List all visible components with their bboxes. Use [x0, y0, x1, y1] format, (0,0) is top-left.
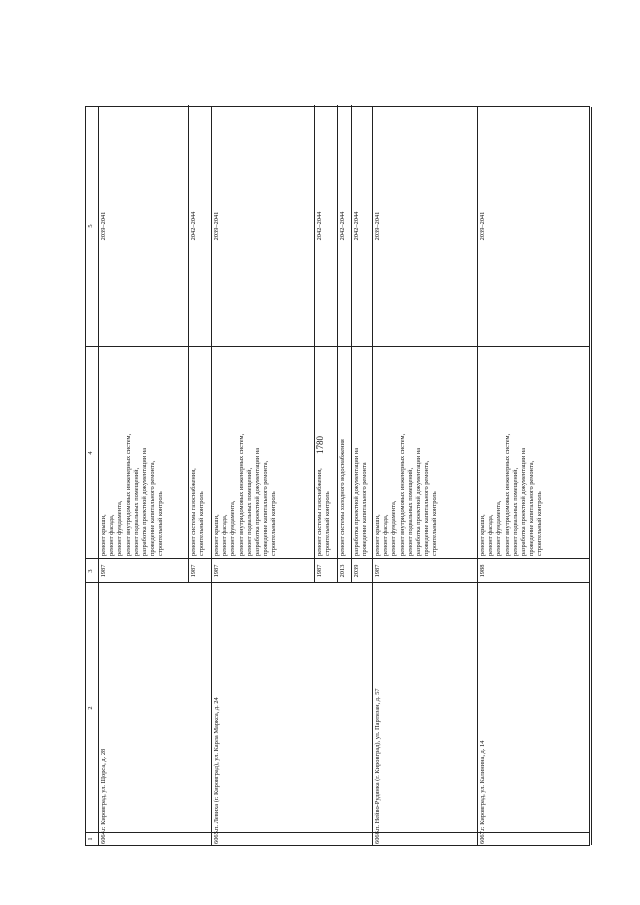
works-cell: ремонт крыши, ремонт фасада, ремонт фундамента, ремонт внутридомовых инженерных систем, ремонт подвальных помещений, разработка проектной документации на проведение капитального ремонта, строительный контроль [213, 433, 278, 556]
year-cell: 1988 [479, 564, 486, 578]
period-cell: 2039–2041 [479, 211, 486, 241]
year-cell: 2039 [353, 564, 360, 578]
header-col-5: 5 [87, 224, 94, 228]
year-cell: 1987 [316, 564, 323, 578]
header-col-3: 3 [87, 569, 94, 573]
sub-row-divider [351, 105, 352, 583]
sub-row-divider [314, 105, 315, 583]
works-cell: разработка проектной документации на проведение капитального ремонта [353, 447, 369, 556]
year-cell: 2013 [339, 564, 346, 578]
address-cell: п. Нейво-Рудянка (г. Кировград), ул. Партизан, д. 57 [374, 688, 381, 830]
row-number: 6065. [213, 829, 220, 844]
table-row [98, 107, 212, 845]
period-cell: 2039–2041 [213, 211, 220, 241]
address-cell: г. Кировград, ул. Калинина, д. 14 [479, 740, 486, 830]
works-cell: ремонт крыши, ремонт фасада, ремонт фундамента, ремонт внутридомовых инженерных систем, ремонт подвальных помещений, разработка проектной документации на проведение капитального ремонта, строительный контроль [374, 433, 439, 556]
row-number: 6064. [100, 829, 107, 844]
capital-repair-table [85, 106, 590, 846]
works-cell: ремонт крыши, ремонт фасада, ремонт фундамента, ремонт внутридомовых инженерных систем, ремонт подвальных помещений, разработка проектной документации на проведение капитального ремонта, строительный контроль [100, 433, 165, 556]
year-cell: 1987 [213, 564, 220, 578]
table-row [211, 107, 373, 845]
row-number: 6067. [479, 829, 486, 844]
period-cell: 2042–2044 [316, 211, 323, 241]
works-cell: ремонт крыши, ремонт фасада, ремонт фундамента, ремонт внутридомовых инженерных систем, ремонт подвальных помещений, разработка проектной документации на проведение капитального ремонта, строительный контроль [479, 433, 544, 556]
table-row [372, 107, 478, 845]
header-col-4: 4 [87, 451, 94, 455]
period-cell: 2042–2044 [339, 211, 346, 241]
period-cell: 2042–2044 [190, 211, 197, 241]
sub-row-divider [337, 105, 338, 583]
period-cell: 2042–2044 [353, 211, 360, 241]
address-cell: г. Кировград, ул. Щорса, д. 28 [100, 748, 107, 830]
year-cell: 1987 [374, 564, 381, 578]
period-cell: 2039–2041 [374, 211, 381, 241]
table-row [477, 107, 592, 845]
page-number: 1780 [315, 436, 325, 454]
year-cell: 1987 [190, 564, 197, 578]
address-cell: п. Левиха (г. Кировград), ул. Карла Маркса, д. 24 [213, 697, 220, 830]
sub-row-divider [188, 105, 189, 583]
works-cell: ремонт системы газоснабжения, строительный контроль [190, 468, 206, 556]
period-cell: 2039–2041 [100, 211, 107, 241]
works-cell: ремонт системы газоснабжения, строительный контроль [316, 468, 332, 556]
works-cell: ремонт системы холодного водоснабжения [339, 439, 346, 556]
row-number: 6066. [374, 829, 381, 844]
header-col-2: 2 [87, 706, 94, 710]
year-cell: 1987 [100, 564, 107, 578]
header-col-1: 1 [87, 837, 94, 841]
